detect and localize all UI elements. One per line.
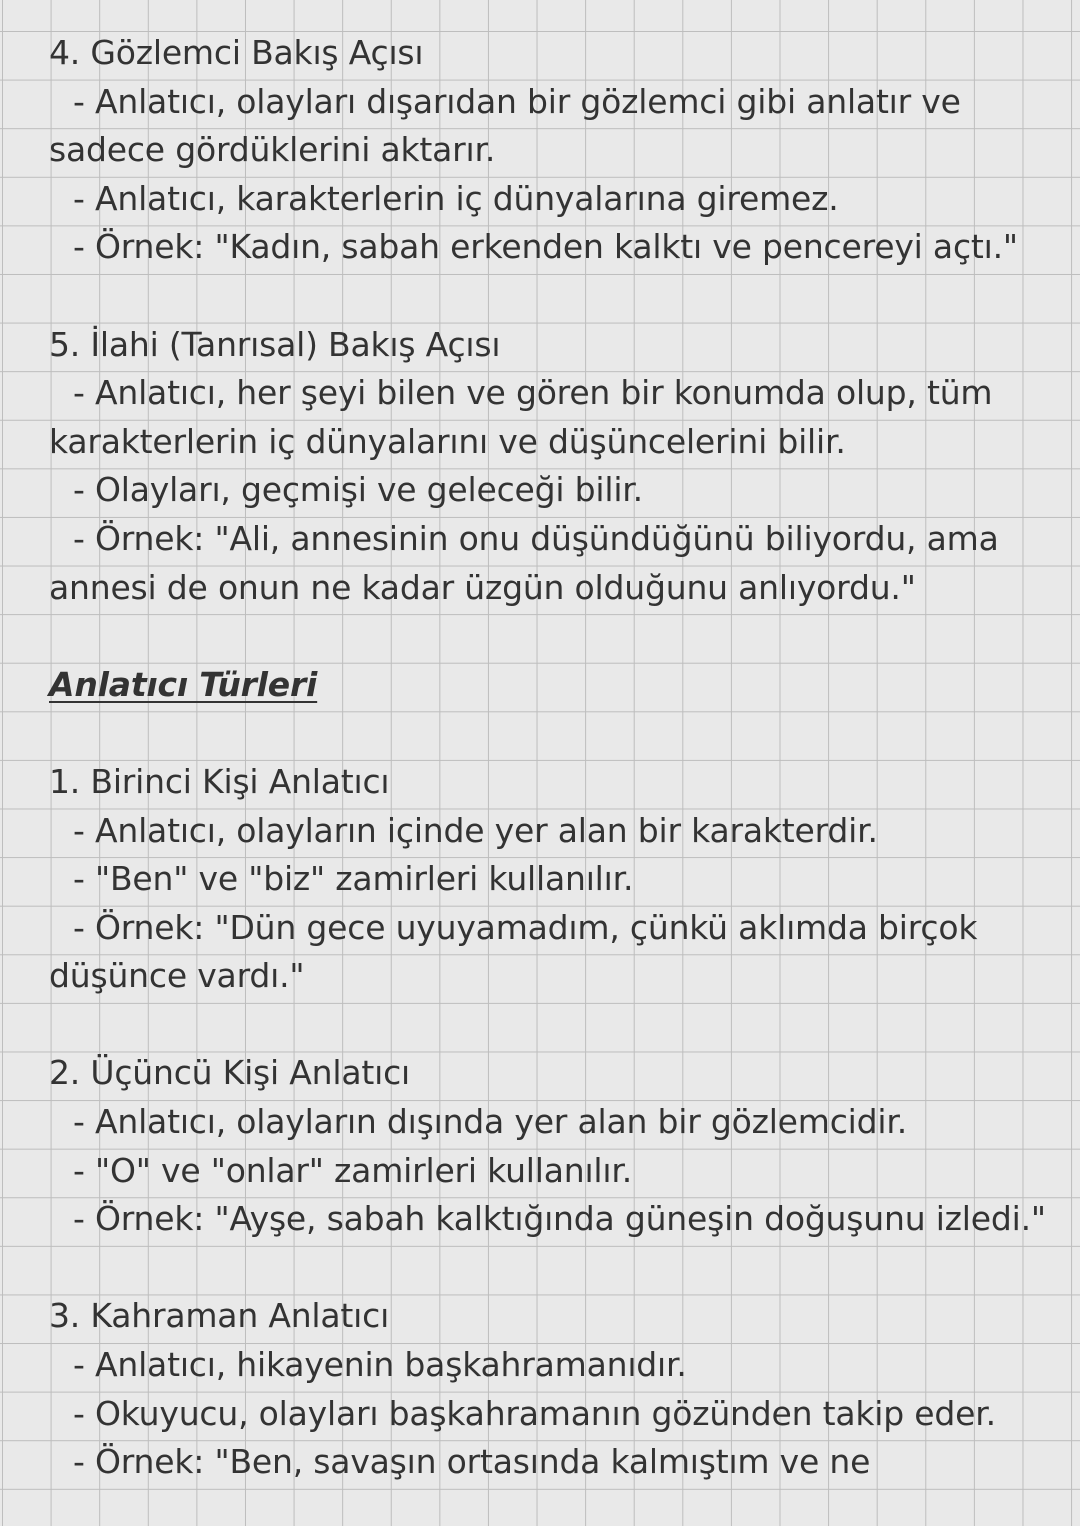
bullet-continuation: annesi de onun ne kadar üzgün olduğunu anlıyordu." <box>49 567 916 607</box>
bullet-line: - Olayları, geçmişi ve geleceği bilir. <box>73 470 643 510</box>
bullet-line: - Örnek: "Dün gece uyuyamadım, çünkü aklımda birçok <box>73 907 978 947</box>
bullet-line: - Anlatıcı, olayları dışarıdan bir gözlemci gibi anlatır ve <box>73 81 961 121</box>
bullet-line: - Anlatıcı, her şeyi bilen ve gören bir konumda olup, tüm <box>73 373 993 413</box>
notebook-page <box>49 29 1059 1487</box>
section-title: 4. Gözlemci Bakış Açısı <box>49 33 424 72</box>
section-title: 5. İlahi (Tanrısal) Bakış Açısı <box>49 324 501 364</box>
heading-line <box>49 661 1059 710</box>
blank-line <box>49 1001 1059 1050</box>
blank-line <box>49 272 1059 321</box>
bullet-line: - Anlatıcı, hikayenin başkahramanıdır. <box>73 1345 687 1385</box>
bullet-line: - Okuyucu, olayları başkahramanın gözünden takip eder. <box>73 1393 996 1433</box>
bullet-continuation: karakterlerin iç dünyalarını ve düşüncelerini bilir. <box>49 421 846 461</box>
section-title: 2. Üçüncü Kişi Anlatıcı <box>49 1053 411 1093</box>
bullet-line: - "Ben" ve "biz" zamirleri kullanılır. <box>73 859 634 899</box>
blank-line <box>49 612 1059 661</box>
blank-line <box>49 709 1059 758</box>
anlatici-turleri-heading: Anlatıcı Türleri <box>49 664 318 704</box>
bullet-line: - "O" ve "onlar" zamirleri kullanılır. <box>73 1150 632 1190</box>
bullet-line: - Örnek: "Ali, annesinin onu düşündüğünü biliyordu, ama <box>73 518 999 558</box>
bullet-continuation: sadece gördüklerini aktarır. <box>49 130 496 170</box>
bullet-line: - Anlatıcı, olayların içinde yer alan bir karakterdir. <box>73 810 878 850</box>
section-title: 1. Birinci Kişi Anlatıcı <box>49 761 390 801</box>
blank-line <box>49 1244 1059 1293</box>
bullet-line: - Anlatıcı, karakterlerin iç dünyalarına giremez. <box>73 178 839 218</box>
bullet-continuation: düşünce vardı." <box>49 956 305 996</box>
bullet-line: - Örnek: "Ben, savaşın ortasında kalmıştım ve ne <box>73 1442 871 1482</box>
bullet-line: - Örnek: "Kadın, sabah erkenden kalktı ve pencereyi açtı." <box>73 227 1018 267</box>
bullet-line: - Anlatıcı, olayların dışında yer alan bir gözlemcidir. <box>73 1102 907 1142</box>
section-title: 3. Kahraman Anlatıcı <box>49 1296 390 1336</box>
bullet-line: - Örnek: "Ayşe, sabah kalktığında güneşin doğuşunu izledi." <box>73 1199 1046 1239</box>
